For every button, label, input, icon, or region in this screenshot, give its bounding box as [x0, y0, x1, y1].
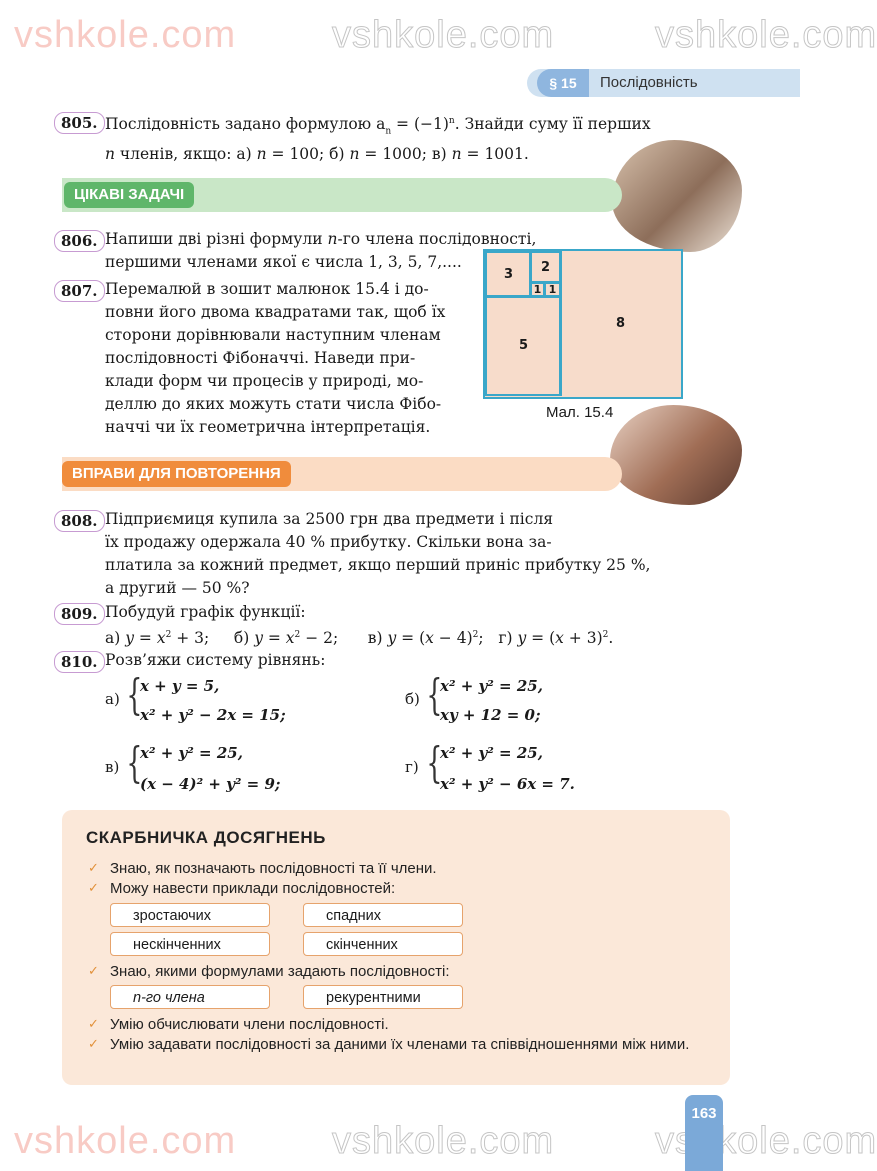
figure-caption: Мал. 15.4 [546, 404, 614, 421]
system-label: в) [105, 758, 120, 776]
square-1: 1 [529, 281, 546, 298]
section-number: § 15 [537, 69, 589, 97]
chip-decreasing: спадних [303, 903, 463, 927]
equation: x² + y² = 25, [440, 677, 543, 695]
problem-number: 808. [54, 510, 105, 532]
problem-line: n членів, якщо: а) n = 100; б) n = 1000; в) n = 1001. [105, 145, 529, 164]
chip-nth-term: n-го члена [110, 985, 270, 1009]
problem-line: першими членами якої є числа 1, 3, 5, 7,.... [105, 253, 462, 271]
problem-number: 810. [54, 651, 105, 673]
chip-finite: скінченних [303, 932, 463, 956]
brace: { [126, 670, 143, 719]
section-label-interesting: ЦІКАВІ ЗАДАЧІ [64, 182, 194, 208]
achievements-title: СКАРБНИЧКА ДОСЯГНЕНЬ [86, 828, 326, 847]
equation: x² + y² − 2x = 15; [140, 706, 286, 724]
watermark: vshkole.com [332, 1120, 555, 1162]
problem-line: повни його двома квадратами так, щоб їх [105, 303, 446, 321]
problem-line: деллю до яких можуть стати числа Фібо- [105, 395, 442, 413]
brace: { [426, 670, 443, 719]
equation: x² + y² = 25, [140, 744, 243, 762]
watermark: vshkole.com [14, 14, 237, 56]
check-icon: ✓ [88, 964, 99, 979]
problem-line: Розв’яжи систему рівнянь: [105, 651, 326, 669]
problem-line: послідовності Фібоначчі. Наведи при- [105, 349, 416, 367]
equation: x + y = 5, [140, 677, 220, 695]
square-2: 2 [529, 251, 562, 284]
chip-recurrent: рекурентними [303, 985, 463, 1009]
chip-increasing: зростаючих [110, 903, 270, 927]
students-photo [612, 140, 742, 252]
section-label-review: ВПРАВИ ДЛЯ ПОВТОРЕННЯ [62, 461, 291, 487]
square-8: 8 [559, 251, 680, 396]
problem-number: 809. [54, 603, 105, 625]
check-icon: ✓ [88, 861, 99, 876]
problem-line: Підприємиця купила за 2500 грн два предмети і після [105, 510, 554, 528]
system-label: а) [105, 690, 120, 708]
achievement-item: Знаю, якими формулами задають послідовності: [110, 963, 450, 980]
square-1: 1 [543, 281, 562, 298]
achievement-item: Умію задавати послідовності за даними їх членами та співвідношеннями між ними. [110, 1036, 690, 1053]
problem-810-text [105, 649, 505, 672]
equation: x² + y² − 6x = 7. [440, 775, 575, 793]
problem-number: 806. [54, 230, 105, 252]
watermark: vshkole.com [332, 14, 555, 56]
problem-807-text [105, 278, 477, 439]
problem-number: 807. [54, 280, 105, 302]
watermark: vshkole.com [655, 14, 877, 56]
achievement-item: Умію обчислювати члени послідовності. [110, 1016, 389, 1033]
achievement-item: Можу навести приклади послідовностей: [110, 880, 396, 897]
equation: x² + y² = 25, [440, 744, 543, 762]
problem-809-text [105, 601, 725, 650]
problem-line: клади форм чи процесів у природі, мо- [105, 372, 424, 390]
brace: { [426, 738, 443, 787]
problem-number: 805. [54, 112, 105, 134]
achievement-item: Знаю, як позначають послідовності та її члени. [110, 860, 437, 877]
problem-line: Перемалюй в зошит малюнок 15.4 і до- [105, 280, 429, 298]
system-label: г) [405, 758, 419, 776]
problem-808-text [105, 508, 725, 600]
system-label: б) [405, 690, 420, 708]
fibonacci-figure [483, 249, 683, 399]
equation: (x − 4)² + y² = 9; [140, 775, 281, 793]
problem-line: сторони дорівнювали наступним членам [105, 326, 441, 344]
square-5: 5 [485, 295, 562, 396]
problem-line: платила за кожний предмет, якщо перший приніс прибутку 25 %, [105, 556, 651, 574]
girls-photo [610, 405, 742, 505]
brace: { [126, 738, 143, 787]
problem-line: їх продажу одержала 40 % прибутку. Скільки вона за- [105, 533, 552, 551]
problem-line: а) $y = x^2 + 3$; б) $y = x^2 - 2$; в) $y = (x - 4)^2$; г) $y = (x + 3)^2$. [105, 629, 614, 648]
chip-infinite: нескінченних [110, 932, 270, 956]
problem-line: Послідовність задано формулою $a_n = (-1)^n$. Знайди суму її перших [105, 115, 651, 137]
problem-line: а другий — 50 %? [105, 579, 250, 597]
equation: xy + 12 = 0; [440, 706, 541, 724]
square-3: 3 [485, 251, 532, 298]
problem-line: наччі чи їх геометрична інтерпретація. [105, 418, 431, 436]
problem-805-text [105, 110, 695, 166]
check-icon: ✓ [88, 1017, 99, 1032]
problem-line: Побудуй графік функції: [105, 603, 306, 621]
check-icon: ✓ [88, 1037, 99, 1052]
watermark: vshkole.com [14, 1120, 237, 1162]
section-title: Послідовність [600, 74, 698, 91]
check-icon: ✓ [88, 881, 99, 896]
problem-line: Напиши дві різні формули n-го члена послідовності, [105, 230, 537, 248]
page-number: 163 [685, 1095, 723, 1171]
watermark: vshkole.com [655, 1120, 877, 1162]
